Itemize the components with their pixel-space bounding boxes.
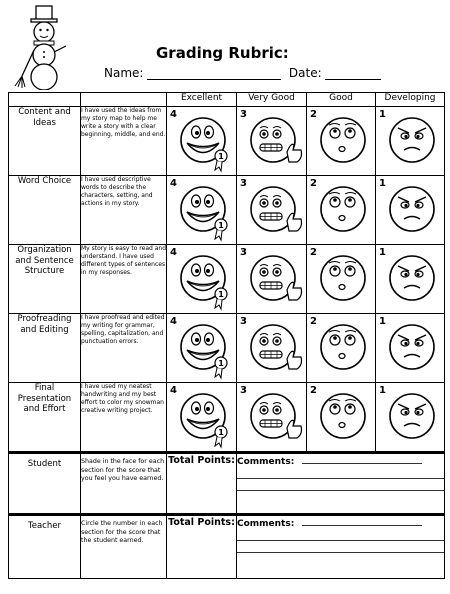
signoff-role: Teacher [9,515,81,579]
comment-line[interactable] [237,479,444,491]
score-cell[interactable] [237,176,307,245]
score-number[interactable]: 1 [379,178,386,189]
signoff-role: Student [9,453,81,515]
score-number[interactable]: 4 [170,109,177,120]
score-number[interactable]: 2 [310,109,317,120]
score-cell[interactable] [167,383,237,453]
date-line[interactable] [325,67,381,80]
rubric-category: Proofreading and Editing [9,314,81,383]
worksheet-header [0,0,450,92]
total-points-box[interactable]: Total Points: [167,453,237,515]
score-cell[interactable] [376,383,445,453]
score-cell[interactable] [307,176,376,245]
score-number[interactable]: 3 [240,316,247,327]
score-cell[interactable] [307,107,376,176]
comment-line[interactable] [237,467,444,479]
rubric-description: I have used the ideas from my story map to help me write a story with a clear beginning, middle, and end. [81,107,167,176]
column-header-very-good: Very Good [237,93,307,107]
rubric-description: I have used my neatest handwriting and my best effort to color my snowman creative writing project. [81,383,167,453]
rubric-category: Word Choice [9,176,81,245]
svg-text:1: 1 [218,290,224,299]
comment-line[interactable] [237,529,444,541]
score-cell[interactable] [376,176,445,245]
score-cell[interactable] [237,383,307,453]
signoff-instruction: Circle the number in each section for the score that the student earned. [81,515,167,579]
rubric-row [9,383,445,453]
rubric-description: My story is easy to read and understand. I have used different types of sentences in my responses. [81,245,167,314]
header-blank-cell [9,93,81,107]
score-number[interactable]: 3 [240,178,247,189]
rubric-category: Organization and Sentence Structure [9,245,81,314]
score-number[interactable]: 1 [379,109,386,120]
rubric-row [9,176,445,245]
rubric-row [9,107,445,176]
score-cell[interactable] [237,245,307,314]
name-line[interactable] [147,67,281,80]
date-label: Date: [288,66,322,80]
column-header-excellent: Excellent [167,93,237,107]
svg-text:1: 1 [218,152,224,161]
name-date-row [104,66,381,80]
header-blank-cell [81,93,167,107]
column-header-good: Good [307,93,376,107]
score-number[interactable]: 2 [310,178,317,189]
comments-box[interactable] [237,453,445,515]
score-number[interactable]: 3 [240,247,247,258]
total-points-box[interactable]: Total Points: [167,515,237,579]
score-cell[interactable] [376,314,445,383]
comment-line[interactable] [302,516,422,526]
snowman-illustration [14,4,74,90]
rubric-description: I have proofread and edited my writing for grammar, spelling, capitalization, and punctuation errors. [81,314,167,383]
score-number[interactable]: 4 [170,247,177,258]
score-cell[interactable] [167,314,237,383]
score-cell[interactable] [167,245,237,314]
rubric-header-row [9,93,445,107]
signoff-instruction: Shade in the face for each section for the score that you feel you have earned. [81,453,167,515]
score-number[interactable]: 1 [379,247,386,258]
rubric-description: I have used descriptive words to describe the characters, setting, and actions in my story. [81,176,167,245]
score-cell[interactable] [167,107,237,176]
score-number[interactable]: 2 [310,385,317,396]
comments-label: Comments: [237,457,295,467]
signoff-row [9,515,445,579]
signoff-row [9,453,445,515]
score-cell[interactable] [307,314,376,383]
svg-text:1: 1 [218,359,224,368]
name-label: Name: [104,66,144,80]
svg-text:1: 1 [218,428,224,437]
score-number[interactable]: 2 [310,316,317,327]
score-number[interactable]: 4 [170,316,177,327]
score-number[interactable]: 4 [170,385,177,396]
score-cell[interactable] [307,383,376,453]
rubric-row [9,314,445,383]
score-number[interactable]: 1 [379,316,386,327]
score-cell[interactable] [237,314,307,383]
rubric-table [8,92,445,579]
score-cell[interactable] [376,107,445,176]
score-cell[interactable] [167,176,237,245]
comments-box[interactable] [237,515,445,579]
rubric-category: Final Presentation and Effort [9,383,81,453]
svg-text:1: 1 [218,221,224,230]
comments-label: Comments: [237,519,295,529]
column-header-developing: Developing [376,93,445,107]
rubric-category: Content and Ideas [9,107,81,176]
score-cell[interactable] [237,107,307,176]
score-number[interactable]: 2 [310,247,317,258]
score-cell[interactable] [307,245,376,314]
rubric-row [9,245,445,314]
score-number[interactable]: 3 [240,385,247,396]
score-cell[interactable] [376,245,445,314]
comment-line[interactable] [237,541,444,553]
page-title: Grading Rubric: [156,44,289,62]
comment-line[interactable] [302,454,422,464]
score-number[interactable]: 4 [170,178,177,189]
score-number[interactable]: 1 [379,385,386,396]
score-number[interactable]: 3 [240,109,247,120]
